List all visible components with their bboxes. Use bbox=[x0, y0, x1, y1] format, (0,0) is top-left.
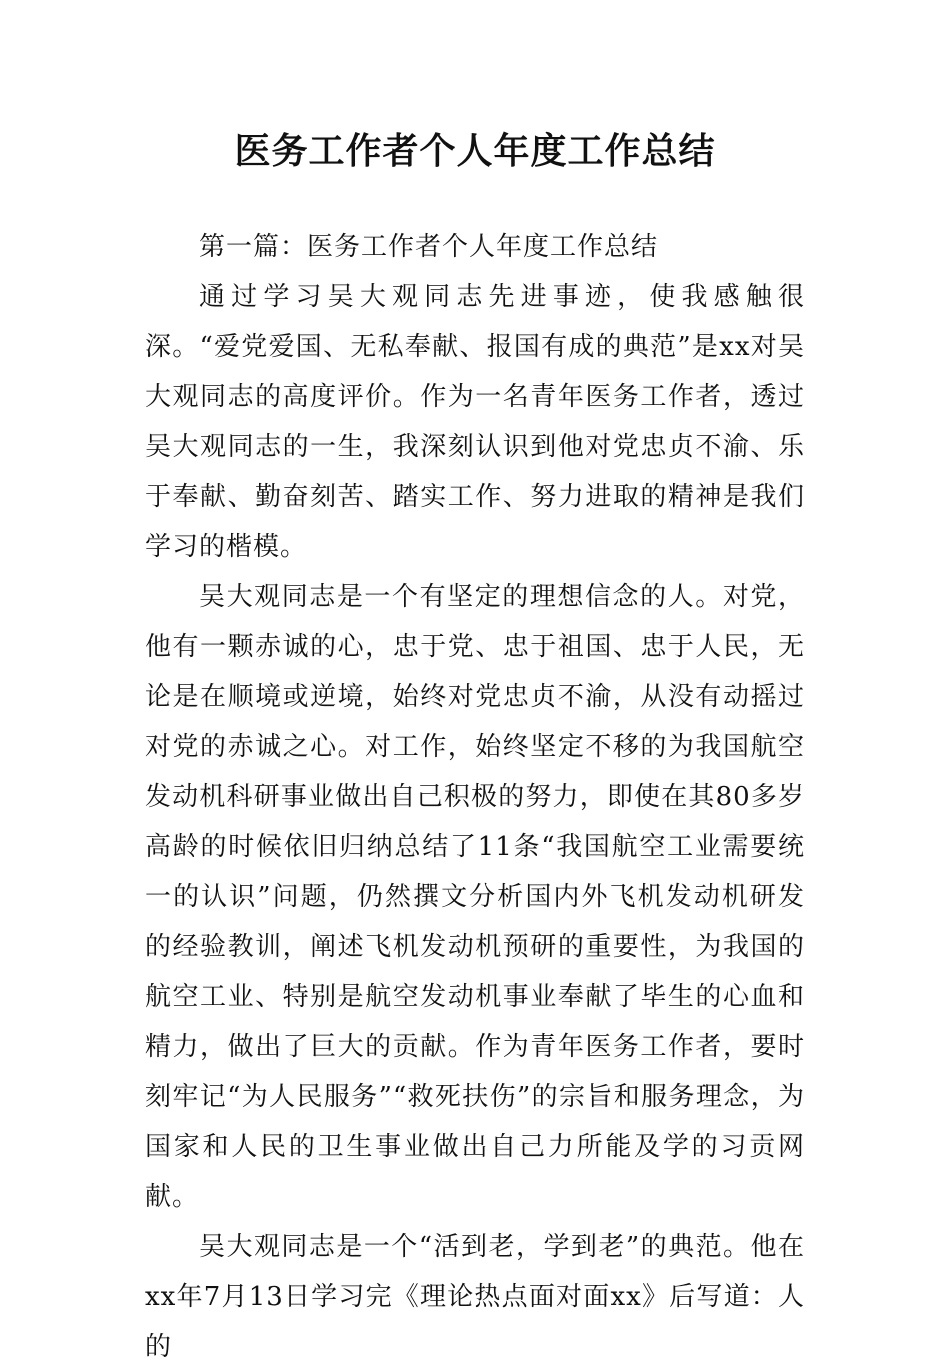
paragraph-1: 通过学习吴大观同志先进事迹，使我感触很深。“爱党爱国、无私奉献、报国有成的典范”是xx对吴大观同志的高度评价。作为一名青年医务工作者，透过吴大观同志的一生，我深刻认识到他对党忠贞不渝、乐于奉献、勤奋刻苦、踏实工作、努力进取的精神是我们学习的楷模。 bbox=[145, 282, 805, 562]
paragraph-3: 吴大观同志是一个“活到老，学到老”的典范。他在xx年7月13日学习完《理论热点面对面xx》后写道：人的 bbox=[145, 1232, 805, 1362]
document-body bbox=[145, 222, 805, 1372]
paragraph-2: 吴大观同志是一个有坚定的理想信念的人。对党，他有一颗赤诚的心，忠于党、忠于祖国、忠于人民，无论是在顺境或逆境，始终对党忠贞不渝，从没有动摇过对党的赤诚之心。对工作，始终坚定不移的为我国航空发动机科研事业做出自己积极的努力，即使在其80多岁高龄的时候依旧归纳总结了11条“我国航空工业需要统一的认识”问题，仍然撰文分析国内外飞机发动机研发的经验教训，阐述飞机发动机预研的重要性，为我国的航空工业、特别是航空发动机事业奉献了毕生的心血和精力，做出了巨大的贡献。作为青年医务工作者，要时刻牢记“为人民服务”“救死扶伤”的宗旨和服务理念，为国家和人民的卫生事业做出自己力所能及学的习贡网献。 bbox=[145, 582, 805, 1212]
document-title: 医务工作者个人年度工作总结 bbox=[234, 131, 716, 172]
section-heading: 第一篇：医务工作者个人年度工作总结 bbox=[199, 232, 659, 262]
